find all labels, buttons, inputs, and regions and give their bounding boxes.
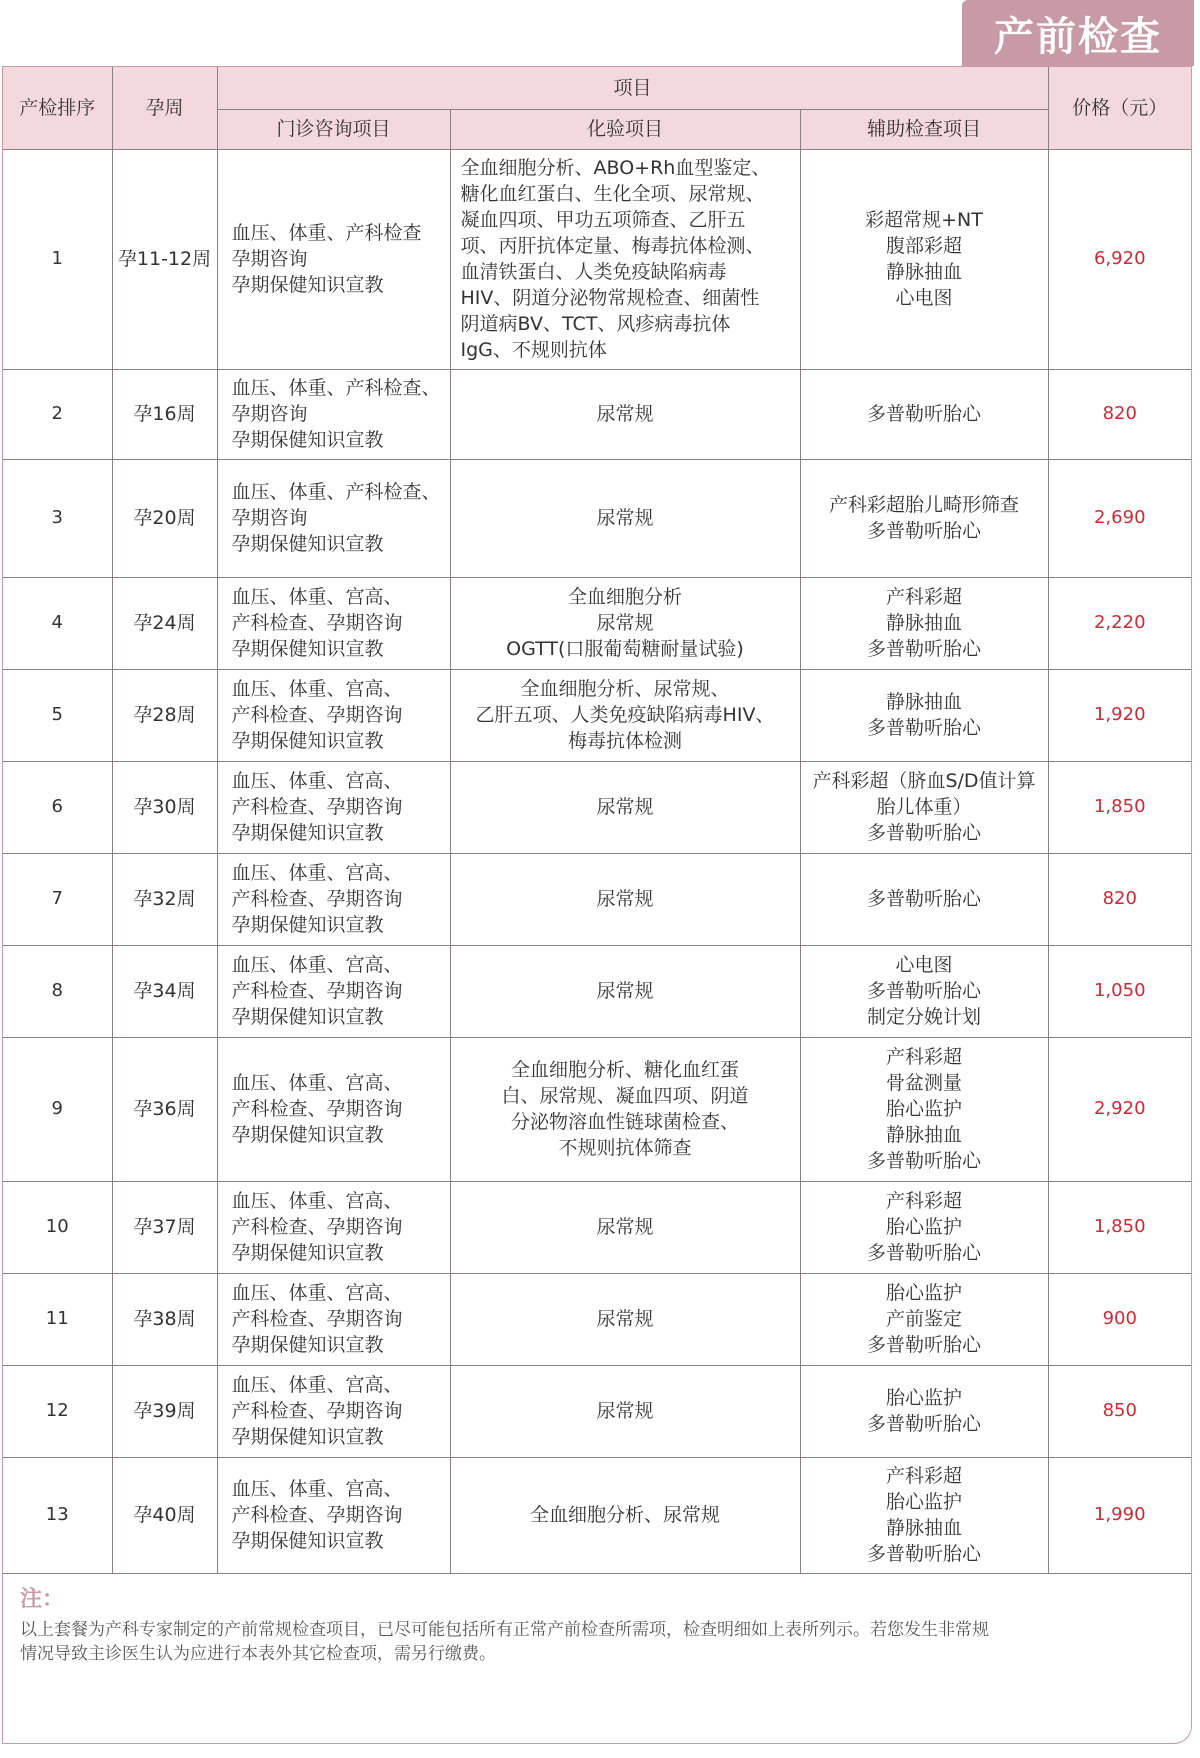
cell-aux-line: 彩超常规+NT [865,209,983,231]
table-row [3,853,1191,945]
cell-consult-line: 血压、体重、产科检查、 [231,377,441,399]
cell-aux [800,1181,1048,1273]
cell-consult-line: 孕期保健知识宣教 [231,914,384,936]
cell-consult [217,1365,450,1457]
cell-consult [217,459,450,577]
cell-consult-line: 产科检查、孕期咨询 [231,612,403,634]
cell-week: 孕30周 [112,761,217,853]
cell-lab-line: 梅毒抗体检测 [567,730,682,752]
cell-aux [800,1365,1048,1457]
cell-consult-line: 血压、体重、产科检查 [231,222,422,244]
cell-consult-line: 孕期保健知识宣教 [231,429,384,451]
cell-lab-line: OGTT(口服葡萄糖耐量试验) [506,638,744,660]
cell-lab-line: 尿常规 [596,612,654,634]
cell-aux [800,1273,1048,1365]
cell-consult [217,1273,450,1365]
header-seq: 产检排序 [3,67,112,149]
cell-aux [800,1457,1048,1573]
cell-lab-line: 全血细胞分析、尿常规、 [520,678,730,700]
cell-consult [217,945,450,1037]
cell-lab-line: 尿常规 [596,1400,654,1422]
cell-aux-line: 胎心监护 [885,1387,962,1409]
cell-lab-line: 白、尿常规、凝血四项、阴道 [501,1085,749,1107]
cell-aux-line: 多普勒听胎心 [866,403,981,425]
table-row [3,1365,1191,1457]
cell-seq: 12 [3,1365,112,1457]
table-row [3,761,1191,853]
cell-aux [800,853,1048,945]
cell-consult [217,369,450,459]
cell-aux-line: 多普勒听胎心 [866,520,981,542]
footnote-line-1: 以上套餐为产科专家制定的产前常规检查项目，已尽可能包括所有正常产前检查所需项，检查明细如上表所列示。若您发生非常规 [20,1620,989,1640]
cell-lab-line: 血清铁蛋白、人类免疫缺陷病毒 [460,261,727,283]
cell-consult-line: 孕期保健知识宣教 [231,638,384,660]
cell-consult-line: 血压、体重、宫高、 [231,1072,403,1094]
cell-consult-line: 血压、体重、宫高、 [231,586,403,608]
cell-seq: 13 [3,1457,112,1573]
cell-consult [217,1181,450,1273]
cell-lab-line: 全血细胞分析、尿常规 [529,1504,720,1526]
cell-lab [450,1273,800,1365]
cell-consult [217,1457,450,1573]
cell-lab-line: 尿常规 [596,507,654,529]
cell-aux-line: 心电图 [895,287,953,309]
cell-seq: 7 [3,853,112,945]
cell-lab-line: 全血细胞分析 [567,586,682,608]
cell-consult-line: 血压、体重、宫高、 [231,770,403,792]
cell-lab [450,1037,800,1181]
cell-consult-line: 血压、体重、宫高、 [231,862,403,884]
cell-aux-line: 静脉抽血 [885,691,962,713]
cell-lab-line: 阴道病BV、TCT、风疹病毒抗体 [460,313,731,335]
cell-consult [217,853,450,945]
cell-aux-line: 胎心监护 [885,1491,962,1513]
cell-aux-line: 产科彩超（脐血S/D值计算 [812,770,1036,792]
cell-lab [450,1181,800,1273]
cell-aux-line: 静脉抽血 [885,1124,962,1146]
cell-aux-line: 多普勒听胎心 [866,638,981,660]
cell-lab-line: 分泌物溶血性链球菌检查、 [510,1111,739,1133]
cell-price: 2,220 [1048,577,1191,669]
cell-consult-line: 孕期保健知识宣教 [231,1006,384,1028]
cell-lab-line: 项、丙肝抗体定量、梅毒抗体检测、 [460,235,765,257]
cell-aux-line: 多普勒听胎心 [866,1413,981,1435]
cell-lab-line: 尿常规 [596,403,654,425]
cell-seq: 11 [3,1273,112,1365]
cell-week: 孕34周 [112,945,217,1037]
cell-consult-line: 孕期咨询 [231,403,308,425]
cell-aux [800,577,1048,669]
cell-lab-line: 糖化血红蛋白、生化全项、尿常规、 [460,183,765,205]
cell-week: 孕37周 [112,1181,217,1273]
footnote-label: 注： [20,1587,65,1612]
cell-consult-line: 血压、体重、宫高、 [231,1374,403,1396]
cell-aux-line: 静脉抽血 [885,1517,962,1539]
page-title: 产前检查 [962,0,1194,66]
cell-seq: 3 [3,459,112,577]
cell-consult [217,669,450,761]
cell-consult-line: 产科检查、孕期咨询 [231,704,403,726]
cell-aux-line: 制定分娩计划 [866,1006,981,1028]
cell-consult-line: 孕期保健知识宣教 [231,1426,384,1448]
cell-lab-line: IgG、不规则抗体 [460,339,607,361]
table-row [3,1181,1191,1273]
cell-consult-line: 孕期保健知识宣教 [231,1334,384,1356]
cell-week: 孕39周 [112,1365,217,1457]
table-row [3,149,1191,369]
cell-lab [450,945,800,1037]
cell-price: 1,920 [1048,669,1191,761]
cell-aux-line: 胎心监护 [885,1098,962,1120]
cell-seq: 5 [3,669,112,761]
cell-seq: 2 [3,369,112,459]
header-price: 价格（元） [1048,67,1191,149]
cell-lab [450,1365,800,1457]
cell-consult-line: 产科检查、孕期咨询 [231,1504,403,1526]
cell-lab [450,459,800,577]
cell-aux-line: 多普勒听胎心 [866,1150,981,1172]
cell-aux-line: 骨盆测量 [885,1072,962,1094]
cell-lab-line: 尿常规 [596,1308,654,1330]
cell-week: 孕36周 [112,1037,217,1181]
header-lab: 化验项目 [450,109,800,149]
cell-lab [450,369,800,459]
header-consult: 门诊咨询项目 [217,109,450,149]
cell-aux-line: 多普勒听胎心 [866,980,981,1002]
cell-consult-line: 产科检查、孕期咨询 [231,796,403,818]
table-row [3,459,1191,577]
exam-table-frame [2,66,1192,1744]
table-row [3,669,1191,761]
header-aux: 辅助检查项目 [800,109,1048,149]
cell-aux-line: 胎心监护 [885,1216,962,1238]
cell-aux [800,945,1048,1037]
cell-lab-line: 尿常规 [596,980,654,1002]
table-row [3,945,1191,1037]
cell-consult-line: 孕期保健知识宣教 [231,730,384,752]
cell-aux-line: 产科彩超 [885,586,962,608]
cell-week: 孕40周 [112,1457,217,1573]
table-row [3,369,1191,459]
cell-consult-line: 孕期保健知识宣教 [231,1530,384,1552]
cell-week: 孕16周 [112,369,217,459]
cell-lab-line: 不规则抗体筛查 [558,1137,692,1159]
cell-lab-line: HIV、阴道分泌物常规检查、细菌性 [460,287,760,309]
table-body [3,149,1191,1573]
cell-price: 1,990 [1048,1457,1191,1573]
cell-aux-line: 多普勒听胎心 [866,1242,981,1264]
cell-consult-line: 血压、体重、宫高、 [231,1478,403,1500]
cell-lab-line: 尿常规 [596,1216,654,1238]
cell-seq: 8 [3,945,112,1037]
cell-consult-line: 血压、体重、宫高、 [231,954,403,976]
cell-aux-line: 产科彩超 [885,1046,962,1068]
cell-seq: 4 [3,577,112,669]
cell-consult-line: 产科检查、孕期咨询 [231,1308,403,1330]
cell-aux-line: 静脉抽血 [885,261,962,283]
footnote-line-2: 情况导致主诊医生认为应进行本表外其它检查项，需另行缴费。 [20,1644,496,1664]
cell-lab [450,149,800,369]
cell-consult-line: 产科检查、孕期咨询 [231,980,403,1002]
cell-aux-line: 产科彩超胎儿畸形筛查 [828,494,1019,516]
cell-lab [450,669,800,761]
header-week: 孕周 [112,67,217,149]
cell-lab [450,1457,800,1573]
cell-week: 孕24周 [112,577,217,669]
cell-price: 820 [1048,369,1191,459]
cell-aux [800,669,1048,761]
footnote [20,1588,1180,1666]
cell-aux-line: 多普勒听胎心 [866,822,981,844]
cell-consult-line: 孕期保健知识宣教 [231,1124,384,1146]
table-row [3,1273,1191,1365]
cell-aux [800,149,1048,369]
cell-consult-line: 血压、体重、宫高、 [231,678,403,700]
cell-seq: 9 [3,1037,112,1181]
cell-week: 孕38周 [112,1273,217,1365]
cell-consult-line: 产科检查、孕期咨询 [231,1400,403,1422]
cell-consult-line: 产科检查、孕期咨询 [231,1216,403,1238]
cell-aux-line: 多普勒听胎心 [866,717,981,739]
cell-consult [217,577,450,669]
cell-aux-line: 产前鉴定 [885,1308,962,1330]
cell-aux-line: 多普勒听胎心 [866,1334,981,1356]
cell-price: 2,690 [1048,459,1191,577]
cell-aux-line: 产科彩超 [885,1465,962,1487]
cell-lab-line: 凝血四项、甲功五项筛查、乙肝五 [460,209,746,231]
cell-lab-line: 尿常规 [596,888,654,910]
prenatal-exam-table [3,67,1191,1574]
cell-aux-line: 静脉抽血 [885,612,962,634]
cell-lab [450,853,800,945]
cell-aux [800,369,1048,459]
cell-aux-line: 胎儿体重） [876,796,972,818]
table-row [3,1037,1191,1181]
cell-price: 1,850 [1048,1181,1191,1273]
cell-aux-line: 心电图 [895,954,953,976]
cell-consult-line: 孕期保健知识宣教 [231,822,384,844]
cell-aux [800,761,1048,853]
cell-aux-line: 多普勒听胎心 [866,1543,981,1565]
header-items: 项目 [217,67,1048,109]
cell-seq: 6 [3,761,112,853]
cell-aux-line: 产科彩超 [885,1190,962,1212]
cell-lab-line: 全血细胞分析、ABO+Rh血型鉴定、 [460,157,771,179]
cell-price: 6,920 [1048,149,1191,369]
cell-consult-line: 血压、体重、宫高、 [231,1282,403,1304]
cell-price: 2,920 [1048,1037,1191,1181]
cell-week: 孕11-12周 [112,149,217,369]
cell-seq: 1 [3,149,112,369]
cell-consult [217,1037,450,1181]
cell-consult-line: 孕期保健知识宣教 [231,1242,384,1264]
cell-price: 900 [1048,1273,1191,1365]
cell-lab-line: 乙肝五项、人类免疫缺陷病毒HIV、 [475,704,775,726]
cell-price: 850 [1048,1365,1191,1457]
cell-consult-line: 血压、体重、宫高、 [231,1190,403,1212]
cell-aux [800,1037,1048,1181]
cell-price: 820 [1048,853,1191,945]
cell-consult-line: 孕期保健知识宣教 [231,533,384,555]
table-row [3,577,1191,669]
cell-price: 1,850 [1048,761,1191,853]
table-row [3,1457,1191,1573]
cell-week: 孕32周 [112,853,217,945]
cell-consult-line: 孕期咨询 [231,507,308,529]
cell-consult-line: 产科检查、孕期咨询 [231,1098,403,1120]
cell-consult-line: 血压、体重、产科检查、 [231,481,441,503]
cell-lab [450,577,800,669]
cell-price: 1,050 [1048,945,1191,1037]
cell-lab [450,761,800,853]
cell-aux [800,459,1048,577]
cell-consult-line: 产科检查、孕期咨询 [231,888,403,910]
cell-week: 孕28周 [112,669,217,761]
cell-seq: 10 [3,1181,112,1273]
cell-consult [217,761,450,853]
cell-consult-line: 孕期保健知识宣教 [231,274,384,296]
cell-lab-line: 尿常规 [596,796,654,818]
cell-week: 孕20周 [112,459,217,577]
cell-aux-line: 胎心监护 [885,1282,962,1304]
cell-lab-line: 全血细胞分析、糖化血红蛋 [510,1059,739,1081]
cell-consult-line: 孕期咨询 [231,248,308,270]
cell-aux-line: 腹部彩超 [885,235,962,257]
cell-aux-line: 多普勒听胎心 [866,888,981,910]
cell-consult [217,149,450,369]
